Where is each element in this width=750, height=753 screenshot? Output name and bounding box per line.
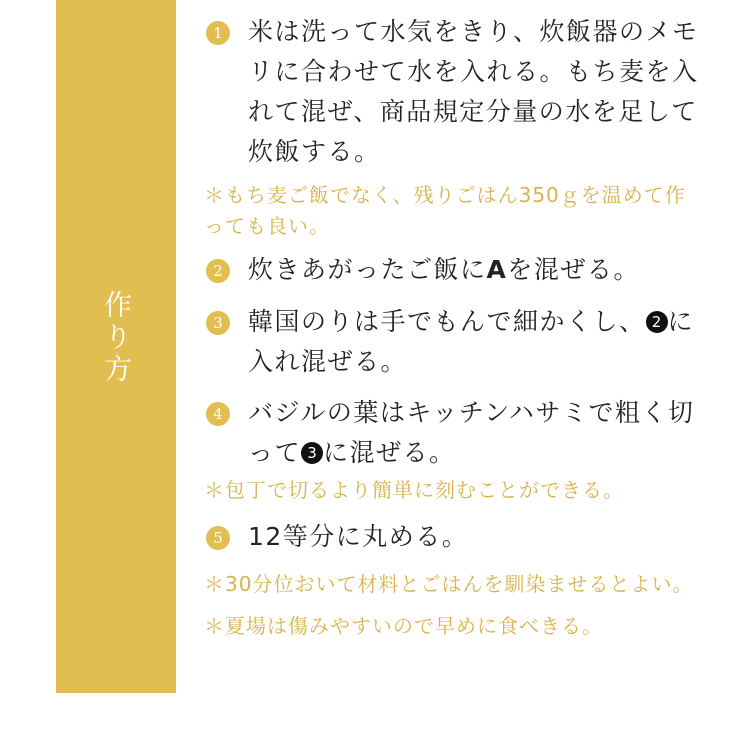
note-after-step-4: ＊包丁で切るより簡単に刻むことができる。 <box>204 478 624 502</box>
sidebar-band <box>56 0 176 693</box>
step-2-text-after: を混ぜる。 <box>507 255 640 284</box>
step-number-2: 2 <box>206 259 230 283</box>
step-number-3: 3 <box>206 311 230 335</box>
step-5-text: 12等分に丸める。 <box>248 522 469 551</box>
section-title: 作り方 <box>100 290 133 386</box>
step-1 <box>204 12 704 172</box>
step-number-4: 4 <box>206 402 230 426</box>
step-5 <box>204 517 704 557</box>
step-4-text-after: に混ぜる。 <box>323 438 456 467</box>
instructions <box>204 12 704 642</box>
step-3-text-before: 韓国のりは手でもんで細かくし、 <box>248 307 646 336</box>
step-4 <box>204 393 704 473</box>
step-2 <box>204 250 704 290</box>
step-number-5: 5 <box>206 526 230 550</box>
step-number-1: 1 <box>206 21 230 45</box>
step-3-text-after: に入れ混ぜる。 <box>248 307 695 376</box>
step-ref-badge: 2 <box>646 311 668 333</box>
step-3 <box>204 302 704 382</box>
step-1-text: 米は洗って水気をきり、炊飯器のメモリに合わせて水を入れる。もち麦を入れて混ぜ、商品規定分量の水を足して炊飯する。 <box>248 17 699 166</box>
step-ref-badge: 3 <box>301 442 323 464</box>
step-2-text-before: 炊きあがったご飯に <box>248 255 487 284</box>
note-after-step-5-a: ＊30分位おいて材料とごはんを馴染ませるとよい。 <box>204 572 694 596</box>
note-after-step-5-b: ＊夏場は傷みやすいので早めに食べきる。 <box>204 614 603 638</box>
step-2-bold-a: A <box>486 255 508 284</box>
step-4-text-before: バジルの葉はキッチンハサミで粗く切って <box>248 398 695 467</box>
note-after-step-1: ＊もち麦ご飯でなく、残りごはん350ｇを温めて作っても良い。 <box>204 183 686 238</box>
